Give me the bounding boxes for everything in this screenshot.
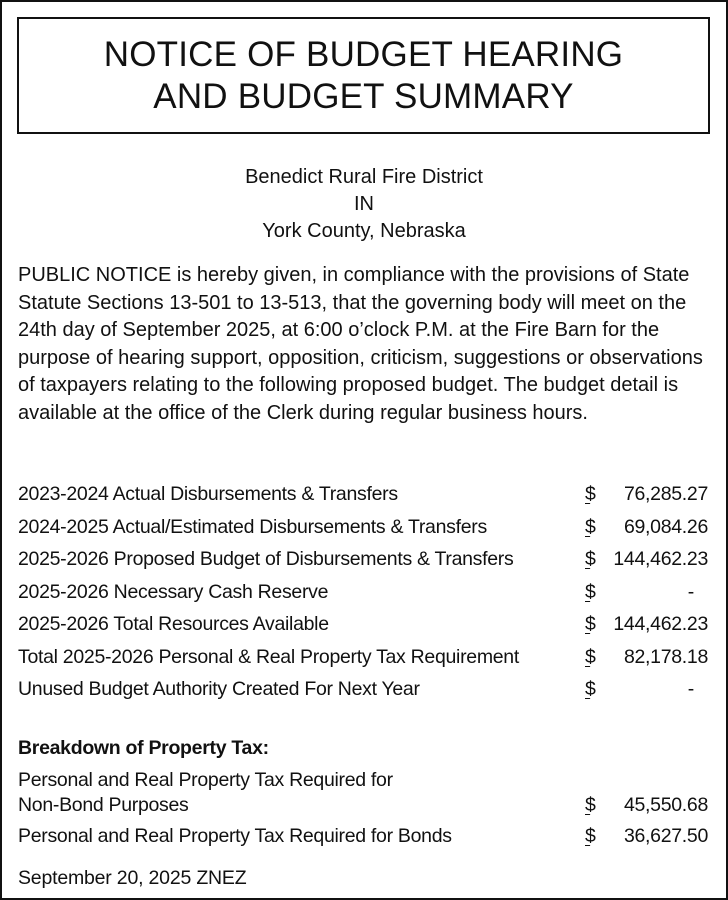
amount-value: 69,084.26 xyxy=(623,515,708,538)
currency-symbol: $ xyxy=(585,825,596,847)
currency-symbol: $ xyxy=(585,678,596,700)
row-label-line-2: Non-Bond Purposes xyxy=(18,793,189,816)
title-box xyxy=(17,17,710,134)
row-amount xyxy=(585,793,708,818)
public-notice-paragraph: PUBLIC NOTICE is hereby given, in compliance with the provisions of State Statute Sections 13-501 to 13-513, that the governing body will meet on the 24th day of September 2025, at 6:00 o’clock P.M. at the Fire Barn for the purpose of hearing support, opposition, criticism, suggestions or observations of taxpayers relating to the following proposed budget. The budget detail is available at the office of the Clerk during regular business hours. xyxy=(18,264,703,424)
summary-row xyxy=(18,478,710,511)
row-label: 2024-2025 Actual/Estimated Disbursements & Transfers xyxy=(18,515,487,538)
breakdown-row-bonds xyxy=(18,820,710,852)
breakdown-heading: Breakdown of Property Tax: xyxy=(18,737,269,759)
currency-symbol: $ xyxy=(585,483,596,505)
row-amount xyxy=(585,511,708,544)
amount-value: - xyxy=(687,678,694,700)
district-county: York County, Nebraska xyxy=(262,220,466,242)
row-amount xyxy=(585,820,708,852)
amount-value: 82,178.18 xyxy=(623,645,708,668)
footer-date: September 20, 2025 ZNEZ xyxy=(18,867,247,889)
row-label: Personal and Real Property Tax Required for Bonds xyxy=(18,825,452,847)
row-amount xyxy=(585,478,708,511)
row-label: 2023-2024 Actual Disbursements & Transfers xyxy=(18,483,398,505)
amount-value: 144,462.23 xyxy=(613,613,708,635)
amount-value: 76,285.27 xyxy=(623,483,708,505)
amount-value: 45,550.68 xyxy=(623,793,708,816)
currency-symbol: $ xyxy=(585,515,596,538)
title-line-2: AND BUDGET SUMMARY xyxy=(153,76,574,116)
summary-row xyxy=(18,608,710,641)
row-label-line-1: Personal and Real Property Tax Required for xyxy=(18,769,393,791)
amount-value: 144,462.23 xyxy=(613,548,708,570)
summary-row xyxy=(18,543,710,576)
row-amount xyxy=(585,576,708,609)
row-label: Total 2025-2026 Personal & Real Property Tax Requirement xyxy=(18,645,519,668)
amount-value: - xyxy=(687,580,694,603)
row-amount xyxy=(585,543,708,576)
title-line-1: NOTICE OF BUDGET HEARING xyxy=(103,34,624,74)
currency-symbol: $ xyxy=(585,580,596,603)
district-header xyxy=(2,164,726,245)
summary-row xyxy=(18,673,710,706)
row-label: 2025-2026 Total Resources Available xyxy=(18,613,329,635)
currency-symbol: $ xyxy=(585,548,596,570)
breakdown-row-non-bond xyxy=(18,768,710,817)
summary-row xyxy=(18,641,710,674)
row-label: 2025-2026 Proposed Budget of Disbursements & Transfers xyxy=(18,548,514,570)
district-name: Benedict Rural Fire District xyxy=(245,166,483,188)
row-amount xyxy=(585,641,708,674)
currency-symbol: $ xyxy=(585,645,596,668)
district-in: IN xyxy=(354,193,374,215)
amount-value: 36,627.50 xyxy=(623,825,708,847)
budget-summary-table xyxy=(18,478,710,706)
row-label: 2025-2026 Necessary Cash Reserve xyxy=(18,580,329,603)
row-amount xyxy=(585,608,708,641)
row-label: Unused Budget Authority Created For Next Year xyxy=(18,678,420,700)
currency-symbol: $ xyxy=(585,613,596,635)
currency-symbol: $ xyxy=(585,793,596,816)
summary-row xyxy=(18,511,710,544)
row-amount xyxy=(585,673,708,706)
summary-row xyxy=(18,576,710,609)
